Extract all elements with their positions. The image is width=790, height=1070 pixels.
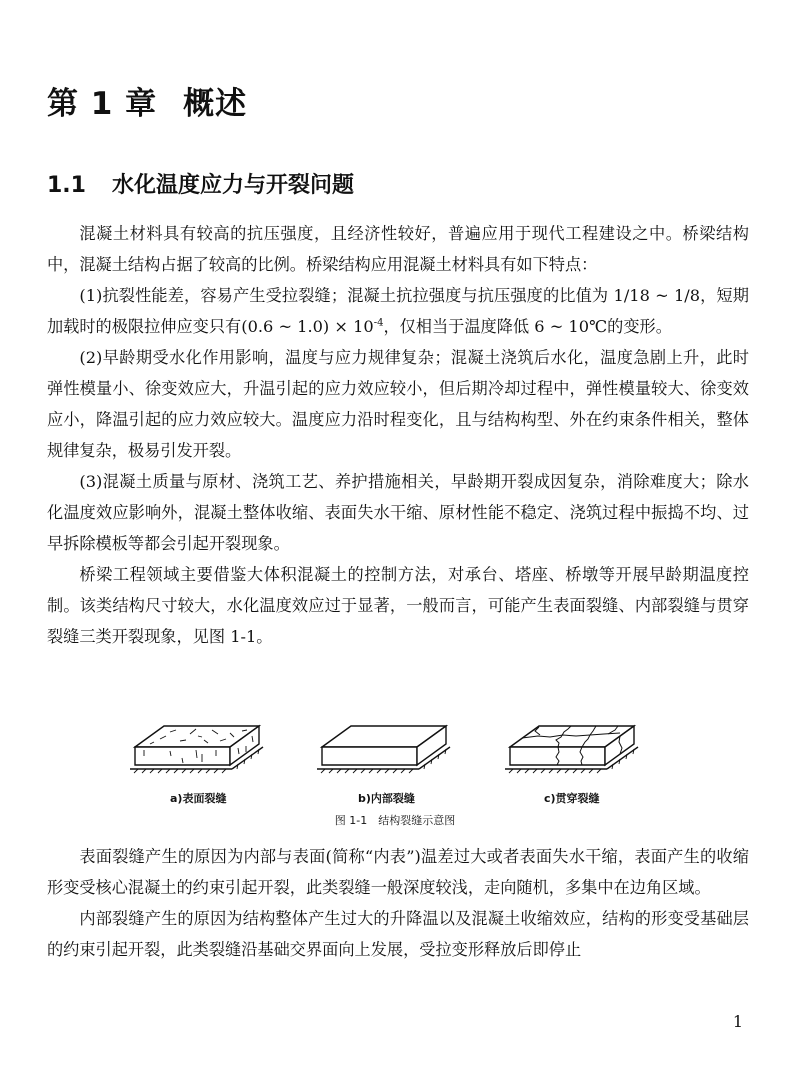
section-title bbox=[47, 168, 354, 199]
paragraph-text-tail: ，仅相当于温度降低 6 ~ 10℃的变形。 bbox=[383, 317, 672, 336]
chapter-name: 概述 bbox=[183, 86, 248, 122]
figure-caption: 图 1-1 结构裂缝示意图 bbox=[334, 814, 456, 827]
paragraph: 内部裂缝产生的原因为结构整体产生过大的升降温以及混凝土收缩效应，结构的形变受基础层的约束引起开裂，此类裂缝沿基础交界面向上发展，受拉变形释放后即停止 bbox=[47, 909, 749, 959]
body-text-lower bbox=[47, 841, 749, 965]
block-internal-cracks bbox=[317, 726, 450, 773]
page-number: 1 bbox=[732, 1012, 743, 1031]
paragraph: (2)早龄期受水化作用影响，温度与应力规律复杂；混凝土浇筑后水化，温度急剧上升，此时弹性模量小、徐变效应大，升温引起的应力效应较小，但后期冷却过程中，弹性模量较大、徐变效应小，降温引起的应力效应较大。温度应力沿时程变化，且与结构构型、外在约束条件相关，整体规律复杂，极易引发开裂。 bbox=[47, 348, 749, 460]
exponent: -4 bbox=[373, 317, 384, 329]
sub-caption-a: a)表面裂缝 bbox=[170, 792, 227, 805]
body-text-upper bbox=[47, 218, 749, 652]
paragraph: 混凝土材料具有较高的抗压强度，且经济性较好，普遍应用于现代工程建设之中。桥梁结构中，混凝土结构占据了较高的比例。桥梁结构应用混凝土材料具有如下特点： bbox=[47, 224, 749, 274]
sub-caption-b: b)内部裂缝 bbox=[358, 792, 415, 805]
paragraph: 桥梁工程领域主要借鉴大体积混凝土的控制方法，对承台、塔座、桥墩等开展早龄期温度控制。该类结构尺寸较大，水化温度效应过于显著，一般而言，可能产生表面裂缝、内部裂缝与贯穿裂缝三类开裂现象，见图 1-1。 bbox=[47, 565, 749, 646]
section-number: 1.1 bbox=[47, 173, 86, 198]
chapter-title bbox=[47, 78, 247, 123]
paragraph bbox=[47, 280, 749, 342]
paragraph: (3)混凝土质量与原材、浇筑工艺、养护措施相关，早龄期开裂成因复杂，消除难度大；除水化温度效应影响外，混凝土整体收缩、表面失水干缩、原材性能不稳定、浇筑过程中振捣不均、过早拆除模板等都会引起开裂现象。 bbox=[47, 472, 749, 553]
sub-caption-c: c)贯穿裂缝 bbox=[544, 792, 600, 805]
block-surface-cracks bbox=[130, 726, 263, 773]
figure-1-1 bbox=[130, 706, 660, 827]
section-name: 水化温度应力与开裂问题 bbox=[111, 173, 354, 198]
paragraph-text: (1)抗裂性能差，容易产生受拉裂缝；混凝土抗拉强度与抗压强度的比值为 1/18 ~ 1/8，短期加载时的极限拉伸应变只有(0.6 ~ 1.0) × 10 bbox=[47, 286, 749, 336]
crack-diagram bbox=[130, 706, 660, 790]
block-through-cracks bbox=[505, 726, 638, 773]
chapter-number: 第 1 章 bbox=[47, 86, 158, 122]
paragraph: 表面裂缝产生的原因为内部与表面(简称“内表”)温差过大或者表面失水干缩，表面产生的收缩形变受核心混凝土的约束引起开裂，此类裂缝一般深度较浅，走向随机，多集中在边角区域。 bbox=[47, 847, 749, 897]
